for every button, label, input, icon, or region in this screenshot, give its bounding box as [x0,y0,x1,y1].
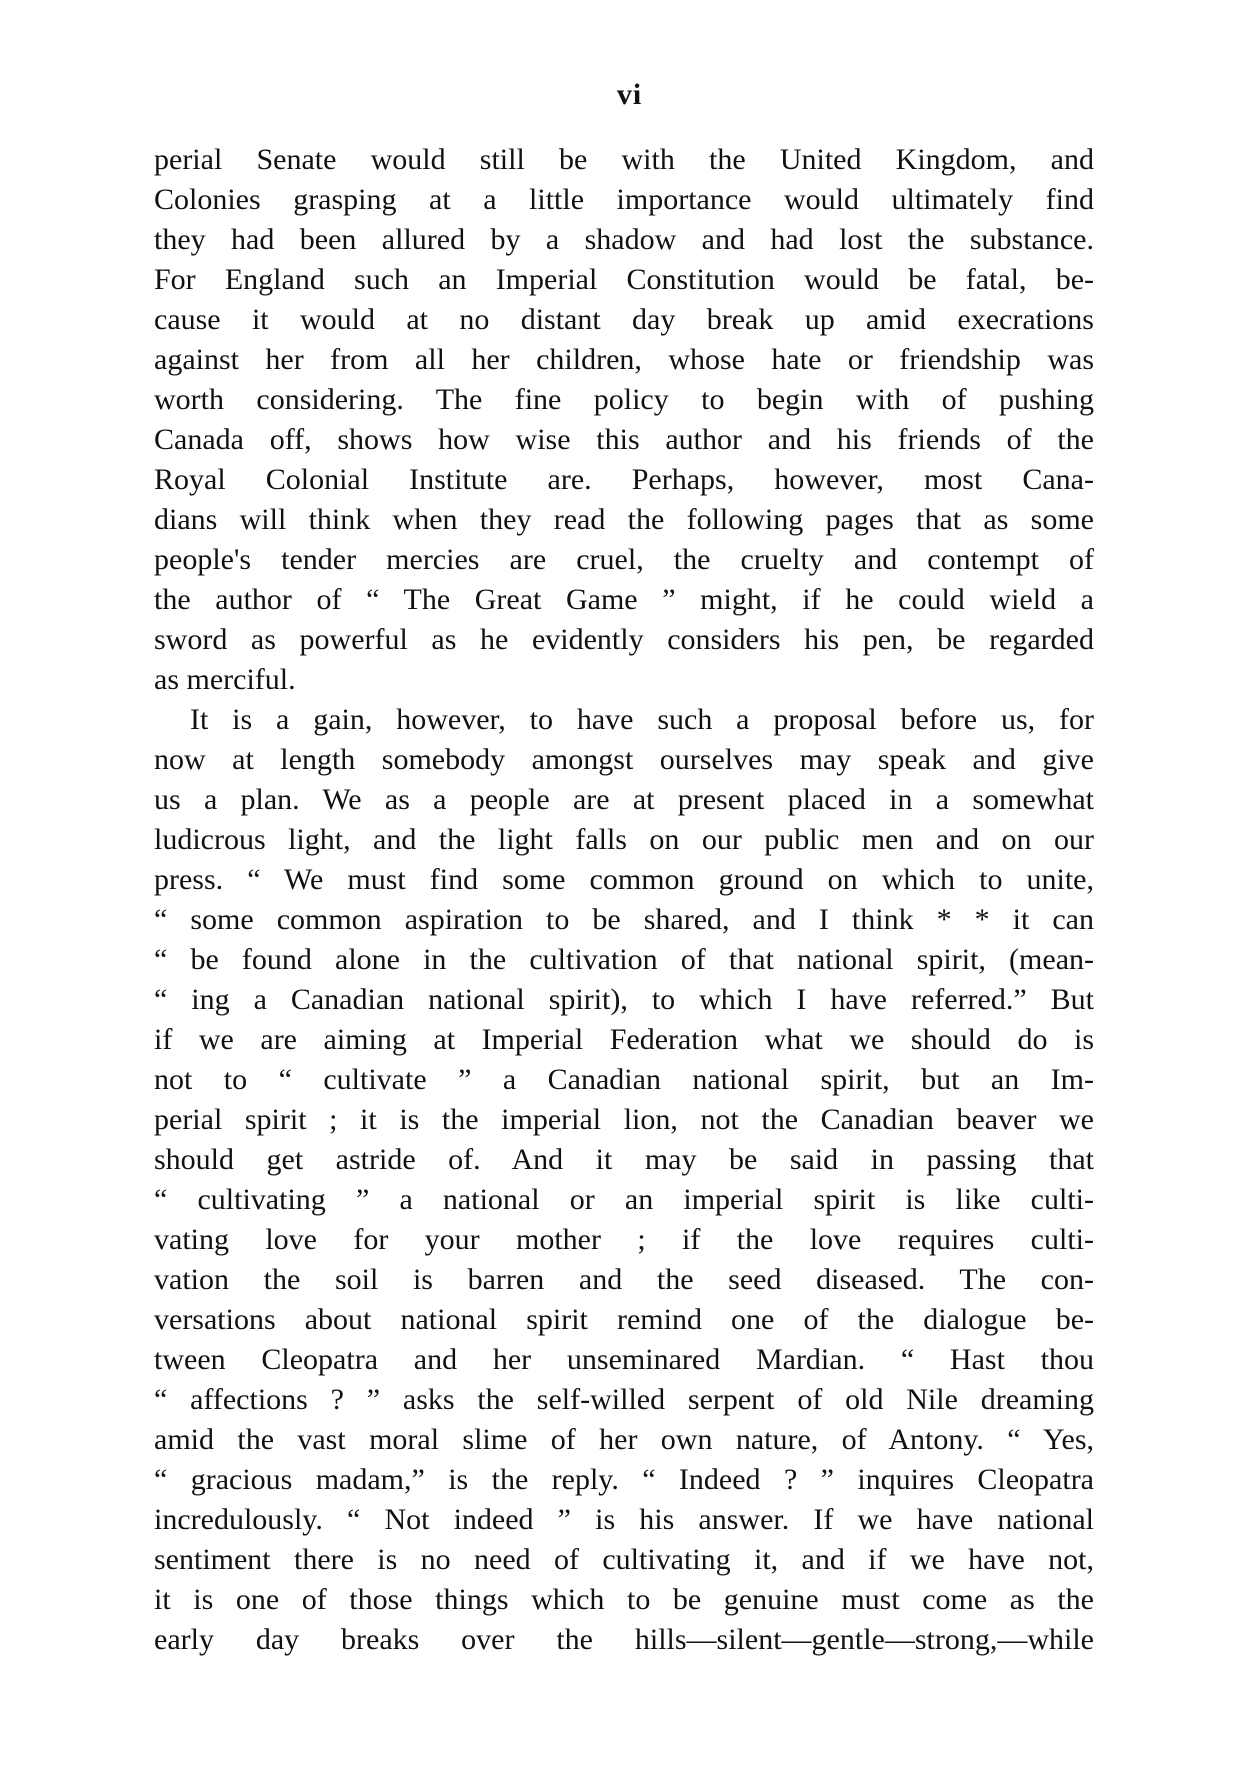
text-line: not to “ cultivate ” a Canadian national spirit, but an Im- [154,1063,1094,1096]
text-line: Colonies grasping at a little importance would ultimately find [154,183,1094,216]
text-line: should get astride of. And it may be said in passing that [154,1143,1094,1176]
text-line: Royal Colonial Institute are. Perhaps, however, most Cana- [154,463,1094,496]
text-line: as merciful. [154,663,296,696]
body-text [154,140,1094,1660]
text-line: cause it would at no distant day break up amid execrations [154,303,1094,336]
text-line: vating love for your mother ; if the love requires culti- [154,1223,1094,1256]
text-line: press. “ We must find some common ground on which to unite, [154,863,1094,896]
text-line: Canada off, shows how wise this author and his friends of the [154,423,1094,456]
text-line: it is one of those things which to be genuine must come as the [154,1583,1094,1616]
text-line: ludicrous light, and the light falls on our public men and on our [154,823,1094,856]
text-line: “ gracious madam,” is the reply. “ Indeed ? ” inquires Cleopatra [154,1463,1094,1496]
text-line: amid the vast moral slime of her own nature, of Antony. “ Yes, [154,1423,1094,1456]
text-line: early day breaks over the hills—silent—gentle—strong,—while [154,1623,1094,1656]
text-line: perial Senate would still be with the United Kingdom, and [154,143,1094,176]
text-line: versations about national spirit remind one of the dialogue be- [154,1303,1094,1336]
text-line: against her from all her children, whose hate or friendship was [154,343,1094,376]
text-line: sentiment there is no need of cultivating it, and if we have not, [154,1543,1094,1576]
text-line: For England such an Imperial Constitution would be fatal, be- [154,263,1094,296]
text-line: “ some common aspiration to be shared, and I think * * it can [154,903,1094,936]
text-line: us a plan. We as a people are at present placed in a somewhat [154,783,1094,816]
text-line: It is a gain, however, to have such a proposal before us, for [190,703,1094,736]
text-line: if we are aiming at Imperial Federation what we should do is [154,1023,1094,1056]
text-line: perial spirit ; it is the imperial lion, not the Canadian beaver we [154,1103,1094,1136]
text-line: they had been allured by a shadow and had lost the substance. [154,223,1094,256]
text-line: tween Cleopatra and her unseminared Mardian. “ Hast thou [154,1343,1094,1376]
text-line: now at length somebody amongst ourselves may speak and give [154,743,1094,776]
text-line: “ ing a Canadian national spirit), to which I have referred.” But [154,983,1094,1016]
text-line: vation the soil is barren and the seed diseased. The con- [154,1263,1094,1296]
text-line: worth considering. The fine policy to begin with of pushing [154,383,1094,416]
paragraph-1 [154,140,1094,700]
text-line: the author of “ The Great Game ” might, if he could wield a [154,583,1094,616]
paragraph-2 [154,700,1094,1660]
text-line: “ cultivating ” a national or an imperial spirit is like culti- [154,1183,1094,1216]
text-line: sword as powerful as he evidently considers his pen, be regarded [154,623,1094,656]
text-line: “ be found alone in the cultivation of that national spirit, (mean- [154,943,1094,976]
page-number: vi [616,78,643,111]
text-line: “ affections ? ” asks the self-willed serpent of old Nile dreaming [154,1383,1094,1416]
text-line: people's tender mercies are cruel, the cruelty and contempt of [154,543,1094,576]
text-line: dians will think when they read the following pages that as some [154,503,1094,536]
text-line: incredulously. “ Not indeed ” is his answer. If we have national [154,1503,1094,1536]
